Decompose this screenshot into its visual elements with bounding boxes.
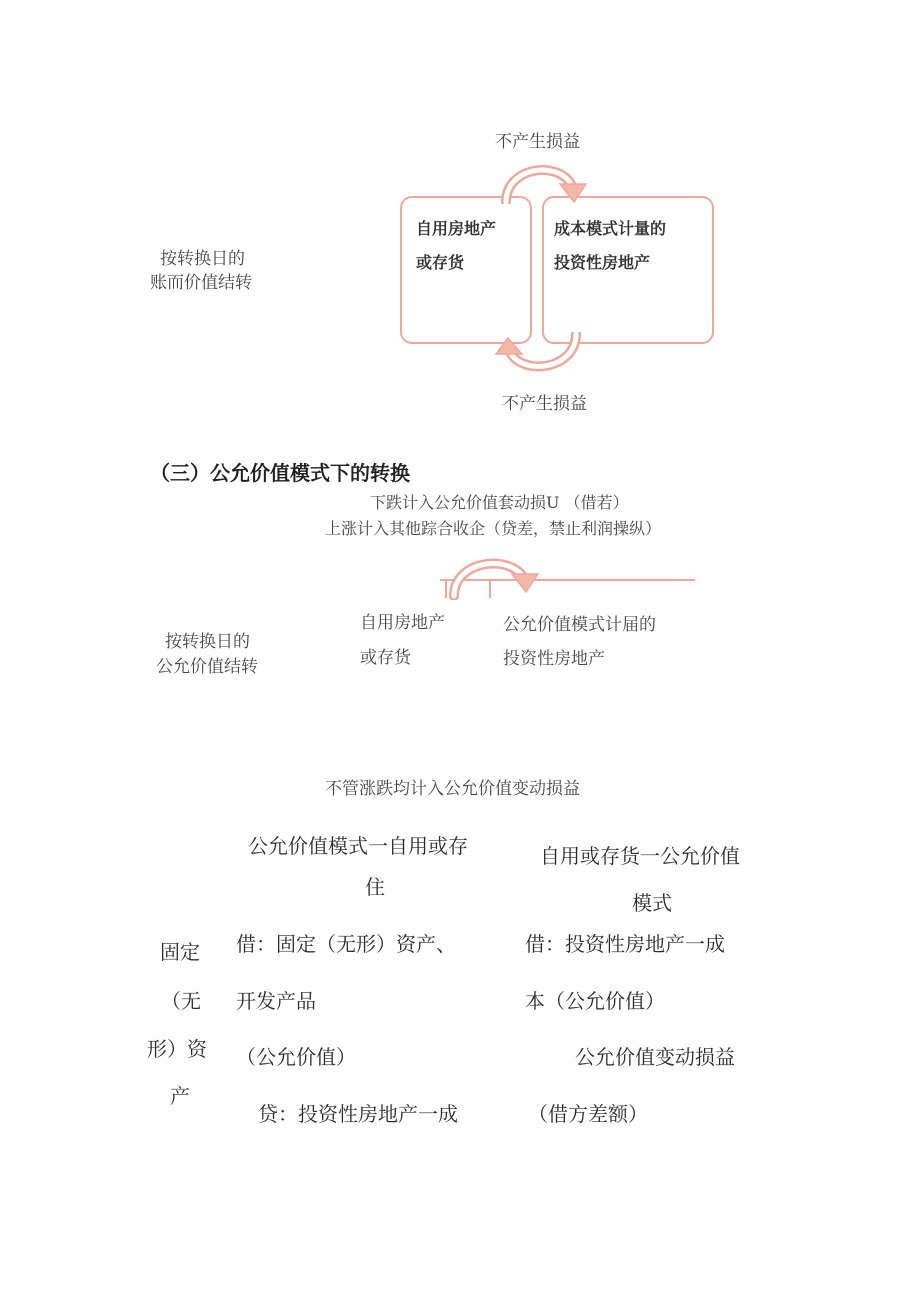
entry-debit-fixed-assets: 借：固定（无形）资产、 bbox=[236, 932, 456, 956]
fair-model-property-line1: 公允价值模式计届的 bbox=[503, 615, 656, 635]
table-header-fair-to-self-line1: 公允价值模式一自用或存 bbox=[248, 834, 468, 858]
entry-credit-investment-property: 贷：投资性房地产一成 bbox=[258, 1102, 458, 1126]
row-label-line2: （无 bbox=[161, 989, 201, 1013]
entry-fair-value-change: 公允价值变动损益 bbox=[575, 1045, 735, 1069]
row-label-line4: 产 bbox=[170, 1084, 190, 1108]
self-use-property-line1: 自用房地产 bbox=[416, 219, 497, 238]
rise-note: 上涨计入其他踪合收企（贷差，禁止利润操纵） bbox=[325, 519, 662, 538]
transfer-basis-line2: 账而价值结转 bbox=[150, 273, 252, 293]
table-header-fair-to-self-line2: 住 bbox=[365, 875, 385, 899]
section-heading: （三）公允价值模式下的转换 bbox=[150, 461, 410, 485]
table-header-self-to-fair-line1: 自用或存货一公允价值 bbox=[540, 844, 740, 868]
entry-debit-difference: （借方差额） bbox=[528, 1102, 648, 1126]
entry-fair-value-note: （公允价值） bbox=[236, 1045, 356, 1069]
fair-value-result-label: 不管涨跌均计入公允价值变动损益 bbox=[325, 779, 580, 799]
fair-self-use-line2: 或存货 bbox=[360, 648, 411, 668]
transfer-basis-line1: 按转换日的 bbox=[160, 249, 245, 269]
fair-value-basis-line2: 公允价值结转 bbox=[156, 657, 258, 677]
cost-model-property-line2: 投资性房地产 bbox=[554, 253, 651, 272]
entry-debit-investment-property: 借：投资性房地产一成 bbox=[525, 932, 725, 956]
row-label-line1: 固定 bbox=[160, 940, 200, 964]
entry-development-products: 开发产品 bbox=[236, 989, 316, 1013]
fair-self-use-line1: 自用房地产 bbox=[360, 613, 445, 633]
top-result-label: 不产生损益 bbox=[495, 132, 580, 152]
forward-conversion-arrow-icon bbox=[490, 158, 590, 204]
entry-cost-fair-value: 本（公允价值） bbox=[525, 989, 665, 1013]
reverse-conversion-arrow-icon bbox=[494, 332, 594, 378]
cost-model-property-line1: 成本模式计量的 bbox=[554, 219, 667, 238]
fair-value-conversion-arrow-icon bbox=[440, 550, 700, 600]
fair-model-property-line2: 投资性房地产 bbox=[503, 649, 605, 669]
bottom-result-label: 不产生损益 bbox=[502, 394, 587, 414]
decline-note: 下跌计入公允价值套动损U （借若） bbox=[370, 493, 629, 512]
self-use-property-line2: 或存货 bbox=[416, 253, 465, 272]
table-header-self-to-fair-line2: 模式 bbox=[632, 891, 672, 915]
row-label-line3: 形）资 bbox=[147, 1037, 207, 1061]
fair-value-basis-line1: 按转换日的 bbox=[165, 632, 250, 652]
